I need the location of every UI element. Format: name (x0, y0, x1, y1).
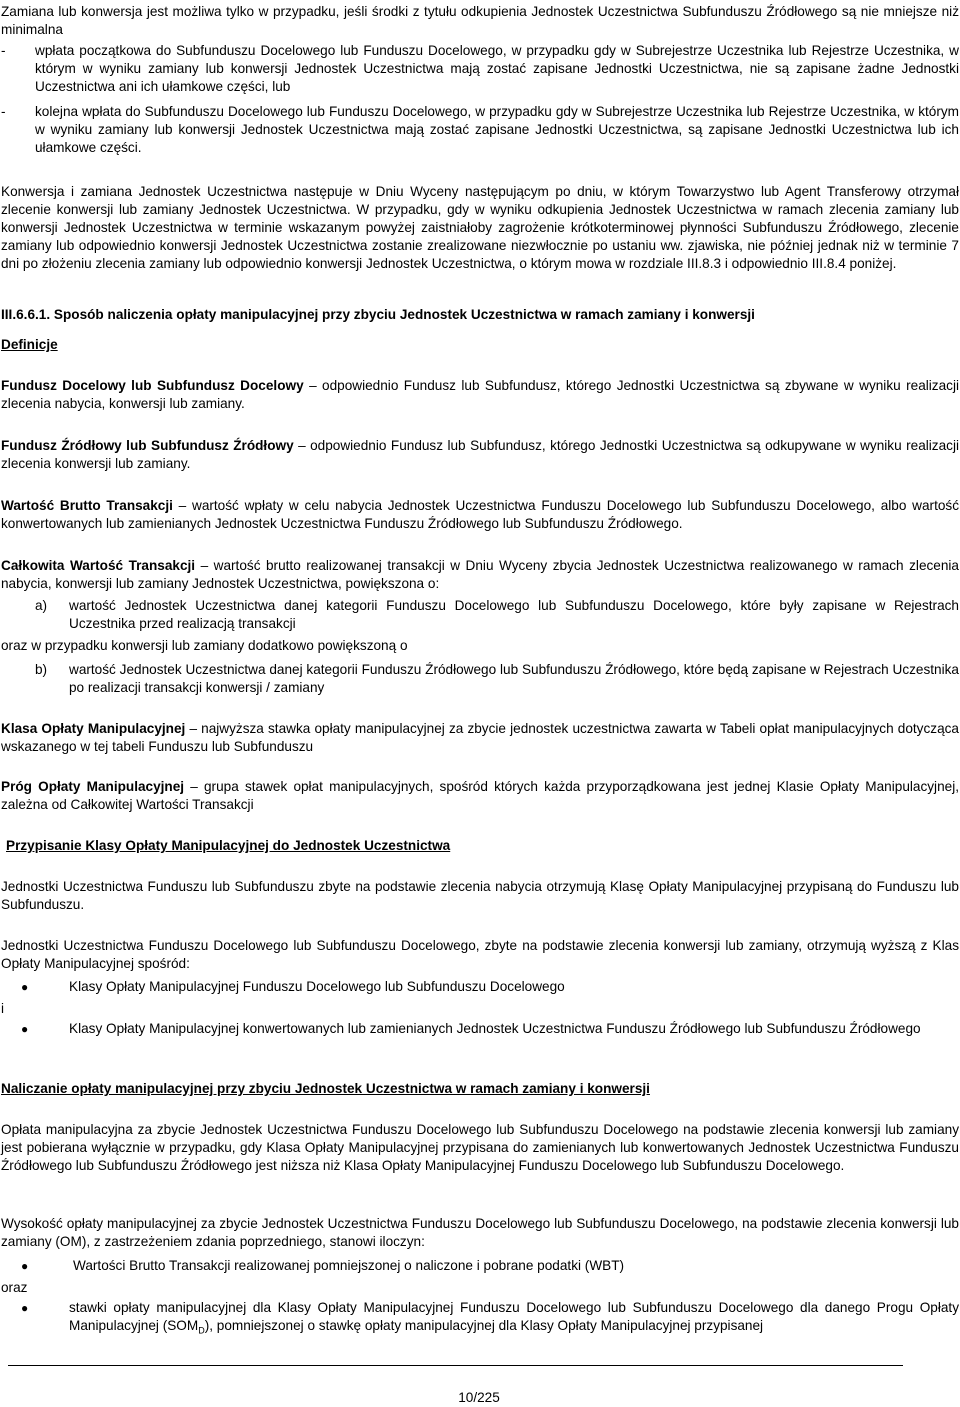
calc-heading (1, 1080, 959, 1098)
definition-text: – grupa stawek opłat manipulacyjnych, spośród których każda przyporządkowana jest jednej Klasie Opłaty Manipulacyjnej, zależna od Całkowitej Wartości Transakcji (1, 779, 959, 812)
definition-term: Całkowita Wartość Transakcji (1, 558, 196, 573)
cwt-item-label: a) (35, 598, 48, 613)
bullet-marker: ● (21, 980, 29, 994)
bullet-text: Klasy Opłaty Manipulacyjnej konwertowanych lub zamienianych Jednostek Uczestnictwa Funduszu Źródłowego lub Subfunduszu Źródłowego (69, 1021, 921, 1036)
definitions-heading-text: Definicje (1, 337, 58, 352)
bullet-text-tail: ), pomniejszonej o stawkę opłaty manipulacyjnej dla Klasy Opłaty Manipulacyjnej przypisanej (204, 1318, 764, 1333)
dash-item-2 (1, 103, 959, 157)
calc-connector: oraz (1, 1280, 28, 1295)
bullet-text-subscript: D (198, 1325, 205, 1336)
definition-text: – odpowiednio Fundusz lub Subfundusz, którego Jednostki Uczestnictwa są zbywane w wyniku realizacji zlecenia nabycia, konwersji lub zamiany. (1, 378, 959, 411)
definitions-heading (1, 336, 959, 354)
definition-fee-threshold (1, 778, 959, 814)
assign-bullet-1 (21, 978, 959, 996)
footer-divider (8, 1365, 903, 1366)
cwt-item-label: b) (35, 662, 48, 677)
section-heading (1, 306, 959, 324)
assign-heading (6, 837, 959, 855)
definition-text: – najwyższa stawka opłaty manipulacyjnej za zbycie jednostek uczestnictwa zawarta w Tabeli opłat manipulacyjnych dotycząca wskazanego w tej tabeli Funduszu lub Subfunduszu (1, 721, 959, 754)
calc-bullet-2 (21, 1299, 959, 1340)
definition-text: – wartość brutto realizowanej transakcji w Dniu Wyceny zbycia Jednostek Uczestnictwa realizowanego w ramach zlecenia nabycia, konwersji lub zamiany Jednostek Uczestnictwa, powiększona o: (1, 558, 959, 591)
definition-term: Próg Opłaty Manipulacyjnej (1, 779, 185, 794)
bullet-marker: ● (21, 1259, 29, 1273)
cwt-item-b (35, 661, 959, 697)
dash-marker: - (1, 104, 6, 119)
calc-heading-text: Naliczanie opłaty manipulacyjnej przy zbyciu Jednostek Uczestnictwa w ramach zamiany i konwersji (1, 1081, 650, 1096)
assign-connector: i (1, 1001, 5, 1016)
bullet-marker: ● (21, 1301, 29, 1315)
calc-paragraph-2: Wysokość opłaty manipulacyjnej za zbycie Jednostek Uczestnictwa Funduszu Docelowego lub Subfunduszu Docelowego, na podstawie zlecenia konwersji lub zamiany (OM), z zastrzeżeniem zdania poprzedniego, stanowi iloczyn: (1, 1216, 959, 1249)
cwt-item-text: wartość Jednostek Uczestnictwa danej kategorii Funduszu Docelowego lub Subfunduszu Docelowego, które były zapisane w Rejestrach Uczestnika przed realizacją transakcji (69, 598, 959, 631)
definition-target-fund (1, 377, 959, 413)
cwt-item-a (35, 597, 959, 633)
assign-heading-text: Przypisanie Klasy Opłaty Manipulacyjnej do Jednostek Uczestnictwa (6, 838, 451, 853)
definition-term: Fundusz Docelowy lub Subfundusz Docelowy (1, 378, 304, 393)
dash-item-text: wpłata początkowa do Subfunduszu Docelowego lub Funduszu Docelowego, w przypadku gdy w Subrejestrze Uczestnika lub Rejestrze Uczestnika, w którym w wyniku zamiany lub konwersji Jednostek Uczestnictwa mają zostać zapisane Jednostki Uczestnictwa, nie są zapisane żadne Jednostki Uczestnictwa ani ich ułamkowe części, lub (35, 43, 959, 94)
calc-bullet-1 (21, 1257, 959, 1275)
conversion-paragraph: Konwersja i zamiana Jednostek Uczestnictwa następuje w Dniu Wyceny następującym po dniu, w którym Towarzystwo lub Agent Transferowy otrzymał zlecenie konwersji lub zamiany Jednostek Uczestnictwa. W przypadku, gdy w wyniku odkupienia Jednostek Uczestnictwa w ramach zlecenia zamiany lub konwersji Jednostek Uczestnictwa w terminie wskazanym powyżej zaistniałoby zagrożenie krótkoterminowej płynności Subfunduszu Źródłowego, zlecenie zamiany lub odpowiednio konwersji Jednostek Uczestnictwa zostanie zrealizowane niezwłocznie po ustaniu ww. zjawiska, nie później jednak niż w terminie 7 dni po złożeniu zlecenia zamiany lub odpowiednio konwersji Jednostek Uczestnictwa, o którym mowa w rozdziale III.8.3 i odpowiednio III.8.4 poniżej. (1, 184, 959, 271)
calc-paragraph-1: Opłata manipulacyjna za zbycie Jednostek Uczestnictwa Funduszu Docelowego lub Subfunduszu Docelowego na podstawie zlecenia konwersji lub zamiany jest pobierana wyłącznie w przypadku, gdy Klasa Opłaty Manipulacyjnej przypisana do zamienianych lub konwertowanych Jednostek Uczestnictwa Funduszu Źródłowego lub Subfunduszu Źródłowego jest niższa niż Klasa Opłaty Manipulacyjnej Funduszu Docelowego lub Subfunduszu Docelowego. (1, 1122, 959, 1173)
dash-marker: - (1, 43, 6, 58)
intro-paragraph: Zamiana lub konwersja jest możliwa tylko w przypadku, jeśli środki z tytułu odkupienia Jednostek Uczestnictwa Subfunduszu Źródłowego są nie mniejsze niż minimalna (1, 4, 959, 37)
definition-total-value (1, 557, 959, 593)
cwt-item-text: wartość Jednostek Uczestnictwa danej kategorii Funduszu Źródłowego lub Subfunduszu Źródłowego, które będą zapisane w Rejestrach Uczestnika po realizacji transakcji konwersji / zamiany (69, 662, 959, 695)
cwt-between: oraz w przypadku konwersji lub zamiany dodatkowo powiększoną o (1, 638, 408, 653)
definition-term: Wartość Brutto Transakcji (1, 498, 173, 513)
assign-bullet-2 (21, 1020, 959, 1038)
dash-item-text: kolejna wpłata do Subfunduszu Docelowego lub Funduszu Docelowego, w przypadku gdy w Subrejestrze Uczestnika lub Rejestrze Uczestnika, w którym w wyniku zamiany lub konwersji Jednostek Uczestnictwa mają zostać zapisane Jednostki Uczestnictwa, są zapisane Jednostki Uczestnictwa lub ich ułamkowe części. (35, 104, 959, 155)
definition-term: Fundusz Źródłowy lub Subfundusz Źródłowy (1, 438, 294, 453)
bullet-text-main: stawki opłaty manipulacyjnej dla Klasy Opłaty Manipulacyjnej Funduszu Docelowego lub Subfunduszu Docelowego dla danego Progu Opłaty Manipulacyjnej (SOM (69, 1300, 959, 1333)
bullet-text: Klasy Opłaty Manipulacyjnej Funduszu Docelowego lub Subfunduszu Docelowego (69, 979, 565, 994)
bullet-text: Wartości Brutto Transakcji realizowanej pomniejszonej o naliczone i pobrane podatki (WBT) (73, 1258, 625, 1273)
definition-text: – odpowiednio Fundusz lub Subfundusz, którego Jednostki Uczestnictwa są odkupywane w wyniku realizacji zlecenia konwersji lub zamiany. (1, 438, 959, 471)
assign-paragraph-2: Jednostki Uczestnictwa Funduszu Docelowego lub Subfunduszu Docelowego, zbyte na podstawie zlecenia konwersji lub zamiany, otrzymują wyższą z Klas Opłaty Manipulacyjnej spośród: (1, 938, 959, 971)
page-number: 10/225 (458, 1390, 500, 1405)
definition-term: Klasa Opłaty Manipulacyjnej (1, 721, 186, 736)
definition-gross-value (1, 497, 959, 533)
dash-item-1 (1, 42, 959, 96)
definition-fee-class (1, 720, 959, 756)
section-heading-text: III.6.6.1. Sposób naliczenia opłaty manipulacyjnej przy zbyciu Jednostek Uczestnictwa w ramach zamiany i konwersji (1, 307, 755, 322)
definition-text: – wartość wpłaty w celu nabycia Jednostek Uczestnictwa Funduszu Docelowego lub Subfunduszu Docelowego, albo wartość konwertowanych lub zamienianych Jednostek Uczestnictwa Funduszu Źródłowego lub Subfunduszu Źródłowego. (1, 498, 959, 531)
bullet-text (69, 1299, 959, 1340)
assign-paragraph-1: Jednostki Uczestnictwa Funduszu lub Subfunduszu zbyte na podstawie zlecenia nabycia otrzymują Klasę Opłaty Manipulacyjnej przypisaną do Funduszu lub Subfunduszu. (1, 879, 959, 912)
definition-source-fund (1, 437, 959, 473)
bullet-marker: ● (21, 1022, 29, 1036)
